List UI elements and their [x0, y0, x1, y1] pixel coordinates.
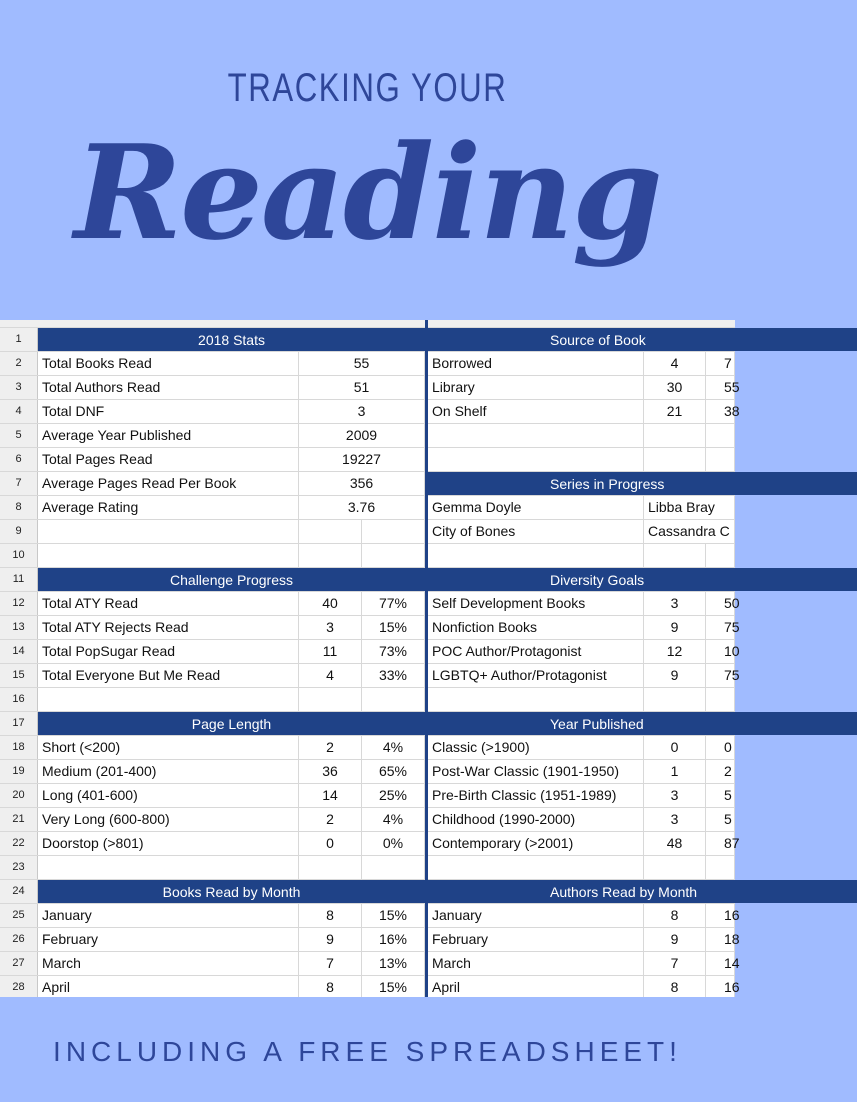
title-script-text: Reading	[74, 116, 661, 269]
section-header[interactable]: Page Length	[38, 712, 425, 735]
row-number[interactable]: 25	[0, 904, 38, 927]
row-number[interactable]: 26	[0, 928, 38, 951]
empty-cell[interactable]	[362, 520, 425, 543]
sheet-row	[0, 712, 735, 736]
value-cell[interactable]: 4	[299, 664, 362, 687]
percent-cell[interactable]: 65%	[362, 760, 425, 783]
label-cell[interactable]	[428, 688, 644, 711]
sheet-row	[0, 376, 740, 400]
label-cell[interactable]: January	[38, 904, 299, 927]
value-cell[interactable]: 30	[644, 376, 706, 399]
percent-cell[interactable]: 4%	[362, 736, 425, 759]
section-header[interactable]: 2018 Stats	[38, 328, 425, 351]
sheet-row	[0, 520, 735, 544]
label-cell[interactable]: LGBTQ+ Author/Protagonist	[428, 664, 644, 687]
label-cell[interactable]: POC Author/Protagonist	[428, 640, 644, 663]
sheet-row	[0, 640, 740, 664]
label-cell[interactable]: Very Long (600-800)	[38, 808, 299, 831]
value-cell[interactable]: 36	[299, 760, 362, 783]
value-cell[interactable]	[644, 424, 706, 447]
label-cell[interactable]: Nonfiction Books	[428, 616, 644, 639]
value-cell[interactable]: 2	[299, 736, 362, 759]
author-cell[interactable]: Cassandra C	[644, 520, 735, 543]
percent-cell[interactable]: 4%	[362, 808, 425, 831]
row-number[interactable]: 23	[0, 856, 38, 879]
percent-cell[interactable]: 16%	[362, 928, 425, 951]
label-cell[interactable]	[38, 544, 299, 567]
value-cell[interactable]	[644, 448, 706, 471]
row-number[interactable]: 18	[0, 736, 38, 759]
empty-cell[interactable]	[362, 688, 425, 711]
value-cell[interactable]: 2009	[299, 424, 425, 447]
label-cell[interactable]: Total ATY Read	[38, 592, 299, 615]
label-cell[interactable]	[428, 544, 644, 567]
section-header[interactable]: Authors Read by Month	[428, 880, 857, 903]
percent-cell[interactable]: 33%	[362, 664, 425, 687]
row-number[interactable]: 10	[0, 544, 38, 567]
label-cell[interactable]: Borrowed	[428, 352, 644, 375]
value-cell[interactable]: 1	[644, 760, 706, 783]
row-number[interactable]: 16	[0, 688, 38, 711]
label-cell[interactable]: Total ATY Rejects Read	[38, 616, 299, 639]
value-cell[interactable]: 19227	[299, 448, 425, 471]
percent-cell[interactable]: 0%	[362, 832, 425, 855]
sheet-row	[0, 352, 735, 376]
sheet-row	[0, 472, 735, 496]
sheet-row	[0, 736, 735, 760]
label-cell[interactable]	[38, 856, 299, 879]
percent-cell[interactable]: 25%	[362, 784, 425, 807]
label-cell[interactable]: March	[428, 952, 644, 975]
value-cell[interactable]: 3	[644, 592, 706, 615]
label-cell[interactable]: January	[428, 904, 644, 927]
section-header[interactable]: Series in Progress	[428, 472, 857, 495]
row-number[interactable]: 17	[0, 712, 38, 735]
label-cell[interactable]: Childhood (1990-2000)	[428, 808, 644, 831]
value-cell[interactable]: 3	[299, 616, 362, 639]
label-cell[interactable]: Total Books Read	[38, 352, 299, 375]
row-number[interactable]: 14	[0, 640, 38, 663]
percent-cell[interactable]	[706, 688, 735, 711]
label-cell[interactable]	[428, 424, 644, 447]
value-cell[interactable]: 9	[644, 928, 706, 951]
label-cell[interactable]: Average Pages Read Per Book	[38, 472, 299, 495]
value-cell[interactable]: 356	[299, 472, 425, 495]
label-cell[interactable]: Total Authors Read	[38, 376, 299, 399]
value-cell[interactable]	[644, 856, 706, 879]
row-number[interactable]: 3	[0, 376, 38, 399]
label-cell[interactable]: Pre-Birth Classic (1951-1989)	[428, 784, 644, 807]
percent-cell[interactable]: 55	[706, 376, 735, 399]
row-number[interactable]: 5	[0, 424, 38, 447]
sheet-row	[0, 568, 735, 592]
sheet-row	[0, 880, 735, 904]
label-cell[interactable]: City of Bones	[428, 520, 644, 543]
value-cell[interactable]: 12	[644, 640, 706, 663]
column-separator	[425, 320, 428, 997]
value-cell[interactable]: 14	[299, 784, 362, 807]
value-cell[interactable]: 2	[299, 808, 362, 831]
sheet-row	[0, 952, 740, 976]
label-cell[interactable]: On Shelf	[428, 400, 644, 423]
author-cell[interactable]: Libba Bray	[644, 496, 735, 519]
empty-cell[interactable]	[299, 544, 362, 567]
label-cell[interactable]	[428, 448, 644, 471]
value-cell[interactable]: 7	[644, 952, 706, 975]
sheet-row	[0, 928, 740, 952]
value-cell[interactable]: 4	[644, 352, 706, 375]
value-cell[interactable]: 9	[299, 928, 362, 951]
percent-cell[interactable]: 38	[706, 400, 735, 423]
row-number[interactable]: 24	[0, 880, 38, 903]
value-cell[interactable]: 9	[644, 616, 706, 639]
percent-cell[interactable]: 18	[706, 928, 735, 951]
value-cell[interactable]: 48	[644, 832, 706, 855]
label-cell[interactable]: Average Year Published	[38, 424, 299, 447]
empty-cell[interactable]	[299, 688, 362, 711]
value-cell[interactable]: 21	[644, 400, 706, 423]
value-cell[interactable]	[644, 544, 706, 567]
spreadsheet	[0, 320, 740, 997]
value-cell[interactable]: 3	[644, 784, 706, 807]
label-cell[interactable]: Medium (201-400)	[38, 760, 299, 783]
value-cell[interactable]: 9	[644, 664, 706, 687]
section-header[interactable]: Year Published	[428, 712, 857, 735]
sheet-row	[0, 688, 735, 712]
row-number[interactable]: 6	[0, 448, 38, 471]
label-cell[interactable]: February	[428, 928, 644, 951]
sheet-row	[0, 808, 735, 832]
label-cell[interactable]: Self Development Books	[428, 592, 644, 615]
percent-cell[interactable]: 0	[706, 736, 735, 759]
value-cell[interactable]: 55	[299, 352, 425, 375]
value-cell[interactable]	[644, 688, 706, 711]
row-number[interactable]: 12	[0, 592, 38, 615]
percent-cell[interactable]: 10	[706, 640, 735, 663]
footer-text: INCLUDING A FREE SPREADSHEET!	[53, 1036, 682, 1067]
title-top-text: TRACKING YOUR	[227, 66, 508, 110]
value-cell[interactable]: 0	[299, 832, 362, 855]
sheet-row	[0, 424, 735, 448]
label-cell[interactable]: Total PopSugar Read	[38, 640, 299, 663]
value-cell[interactable]: 3	[299, 400, 425, 423]
row-number[interactable]: 19	[0, 760, 38, 783]
sheet-row	[0, 664, 740, 688]
row-number[interactable]: 28	[0, 976, 38, 999]
percent-cell[interactable]	[706, 448, 735, 471]
sheet-row	[0, 904, 740, 928]
sheet-row	[0, 544, 735, 568]
value-cell[interactable]: 8	[299, 976, 362, 999]
value-cell[interactable]: 3	[644, 808, 706, 831]
label-cell[interactable]: April	[428, 976, 644, 999]
label-cell[interactable]	[38, 688, 299, 711]
value-cell[interactable]: 51	[299, 376, 425, 399]
empty-cell[interactable]	[362, 856, 425, 879]
percent-cell[interactable]: 73%	[362, 640, 425, 663]
sheet-row	[0, 784, 735, 808]
percent-cell[interactable]: 77%	[362, 592, 425, 615]
value-cell[interactable]: 40	[299, 592, 362, 615]
empty-cell[interactable]	[299, 520, 362, 543]
percent-cell[interactable]: 50	[706, 592, 735, 615]
sheet-row	[0, 856, 735, 880]
label-cell[interactable]: Long (401-600)	[38, 784, 299, 807]
label-cell[interactable]: Total Everyone But Me Read	[38, 664, 299, 687]
label-cell[interactable]: Short (<200)	[38, 736, 299, 759]
section-header[interactable]: Diversity Goals	[428, 568, 857, 591]
row-number[interactable]: 21	[0, 808, 38, 831]
row-number[interactable]: 11	[0, 568, 38, 591]
label-cell[interactable]: April	[38, 976, 299, 999]
section-header[interactable]: Challenge Progress	[38, 568, 425, 591]
percent-cell[interactable]: 15%	[362, 616, 425, 639]
row-number[interactable]: 4	[0, 400, 38, 423]
percent-cell[interactable]: 5	[706, 808, 735, 831]
label-cell[interactable]: Average Rating	[38, 496, 299, 519]
percent-cell[interactable]: 16	[706, 976, 735, 999]
sheet-row	[0, 832, 740, 856]
row-number[interactable]: 13	[0, 616, 38, 639]
label-cell[interactable]: February	[38, 928, 299, 951]
row-number[interactable]: 7	[0, 472, 38, 495]
label-cell[interactable]	[38, 520, 299, 543]
label-cell[interactable]: Library	[428, 376, 644, 399]
empty-cell[interactable]	[362, 544, 425, 567]
percent-cell[interactable]: 2	[706, 760, 735, 783]
label-cell[interactable]: Contemporary (>2001)	[428, 832, 644, 855]
sheet-row	[0, 448, 735, 472]
percent-cell[interactable]: 75	[706, 664, 735, 687]
sheet-row	[0, 592, 740, 616]
value-cell[interactable]: 8	[644, 904, 706, 927]
section-header[interactable]: Source of Book	[428, 328, 857, 351]
row-number[interactable]: 1	[0, 328, 38, 351]
percent-cell[interactable]: 15%	[362, 976, 425, 999]
label-cell[interactable]: Total DNF	[38, 400, 299, 423]
row-number[interactable]: 8	[0, 496, 38, 519]
label-cell[interactable]	[428, 856, 644, 879]
percent-cell[interactable]: 75	[706, 616, 735, 639]
row-number[interactable]: 9	[0, 520, 38, 543]
label-cell[interactable]: Total Pages Read	[38, 448, 299, 471]
sheet-row	[0, 328, 735, 352]
empty-cell[interactable]	[299, 856, 362, 879]
value-cell[interactable]: 3.76	[299, 496, 425, 519]
label-cell[interactable]: Gemma Doyle	[428, 496, 644, 519]
percent-cell[interactable]: 16	[706, 904, 735, 927]
row-number[interactable]: 20	[0, 784, 38, 807]
label-cell[interactable]: March	[38, 952, 299, 975]
percent-cell[interactable]	[706, 856, 735, 879]
column-header-strip	[0, 320, 735, 328]
percent-cell[interactable]: 14	[706, 952, 735, 975]
sheet-row	[0, 616, 740, 640]
percent-cell[interactable]: 87	[706, 832, 735, 855]
percent-cell[interactable]	[706, 544, 735, 567]
percent-cell[interactable]: 5	[706, 784, 735, 807]
percent-cell[interactable]: 15%	[362, 904, 425, 927]
row-number[interactable]: 22	[0, 832, 38, 855]
row-number[interactable]: 15	[0, 664, 38, 687]
row-number[interactable]: 2	[0, 352, 38, 375]
label-cell[interactable]: Classic (>1900)	[428, 736, 644, 759]
percent-cell[interactable]	[706, 424, 735, 447]
percent-cell[interactable]: 7	[706, 352, 735, 375]
label-cell[interactable]: Doorstop (>801)	[38, 832, 299, 855]
value-cell[interactable]: 8	[644, 976, 706, 999]
percent-cell[interactable]: 13%	[362, 952, 425, 975]
value-cell[interactable]: 0	[644, 736, 706, 759]
section-header[interactable]: Books Read by Month	[38, 880, 425, 903]
value-cell[interactable]: 11	[299, 640, 362, 663]
sheet-row	[0, 496, 735, 520]
row-number[interactable]: 27	[0, 952, 38, 975]
value-cell[interactable]: 7	[299, 952, 362, 975]
sheet-row	[0, 760, 735, 784]
sheet-row	[0, 400, 740, 424]
label-cell[interactable]: Post-War Classic (1901-1950)	[428, 760, 644, 783]
value-cell[interactable]: 8	[299, 904, 362, 927]
